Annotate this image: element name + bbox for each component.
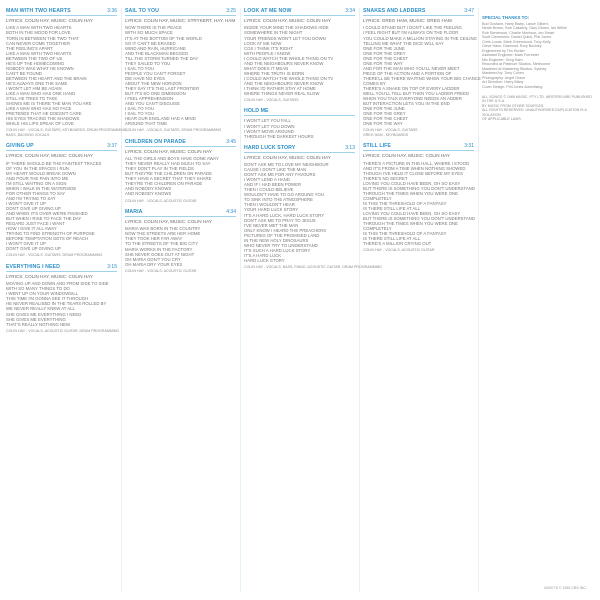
lyric-column (482, 8, 593, 592)
song-title: SAIL TO YOU (125, 8, 159, 14)
lyrics-body (363, 161, 474, 247)
thanks-line: Photography: Angel Grace (482, 75, 526, 80)
lyric-line: THAT'S REALLY NOTHING NEW (6, 321, 71, 327)
lyric-line: ONE FOR THE GREY (363, 111, 406, 117)
lyric-line: ONE FOR THE CHEST (363, 116, 409, 122)
lyrics-body (125, 25, 236, 126)
lyric-line: I WON'T GIVE IT UP (6, 241, 46, 247)
lyric-line: THEY SAY IT'S THE LAST FRONTIER (125, 85, 200, 91)
lyric-line: I COULD WATCH THE WHOLE THING ON TV (244, 75, 334, 81)
thanks-line: Neale Brown, Rob Casserly, Gary Dinam, Ian Wilkie (482, 26, 567, 30)
lyric-line: THROUGH THE TIMES WHEN YOU WERE ONE (363, 221, 459, 227)
lyric-line: WITH SO MANY THINGS TO DO (6, 286, 70, 292)
song-header (363, 8, 474, 16)
lyric-line: YOUR FRIENDS WON'T LET YOU DOWN (244, 35, 326, 41)
lyric-line: THEY TOOK HER FAR AWAY (125, 236, 183, 242)
lyric-line: THEY SAILED TO YOU (125, 60, 171, 66)
lyric-line: IT'S A HARD LUCK, HARD LUCK STORY (244, 212, 325, 218)
lyric-line: SHOWS ME IS THERE THE MAN YOU ARE (6, 101, 92, 107)
lyric-line: BUT THEY'RE THE CHILDREN ON PARADE (125, 171, 212, 177)
song-block (244, 8, 355, 102)
lyric-line: I WON'T LET HIM BE AGAIN (6, 85, 62, 91)
lyric-line: HE NEVER REALISED IN THE TEARS ROLLED BY (6, 301, 107, 307)
lyric-line: ONLY KNOW I HEARD THE PREACHERS (244, 227, 327, 233)
lyric-line: AND NOBODY KNOWS (125, 186, 172, 192)
lyric-line: ONE FOR THE JUNE (363, 106, 405, 112)
lyric-line: THERE'S A SNAKE ON TOP OF EVERY LADDER (363, 85, 460, 91)
lyric-line: I THINK I'D RATHER STAY AT HOME (244, 85, 316, 91)
lyric-line: AND YOU CAN'T DISGUISE (125, 101, 180, 107)
lyric-line: IS THERE STILL LIFE AT ALL (363, 205, 421, 211)
lyric-line: DON'T ASK ME FOR ANY FAVOURS (244, 172, 316, 178)
lyric-line: THEY DON'T PLAY IN THE FIELDS (125, 166, 194, 172)
song-block (6, 263, 120, 333)
column-rule (478, 8, 479, 592)
special-thanks (482, 16, 593, 89)
lyric-line: MOVING UP AND DOWN AND FROM SIDE TO SIDE (6, 281, 109, 287)
lyric-line: TO THE STREETS OF THE BIG CITY (125, 241, 199, 247)
song-credit: LYRICS: COLIN HAY, MUSIC: COLIN HAY (6, 273, 93, 279)
song-personnel (244, 98, 355, 102)
lyric-line: I COULD WATCH THE WHOLE THING ON TV (244, 55, 334, 61)
legal-line: ALL RIGHTS RESERVED. UNAUTHORISED DUPLICATION IS A VIOLATION (482, 108, 587, 117)
lyric-line: I WON'T LET YOU DOWN (244, 123, 295, 129)
thanks-line: Chris Lucas, Mark Greenwood, Tony Kelly (482, 39, 551, 44)
lyric-line: WHO NEVER TRY TO UNDERSTAND (244, 242, 318, 248)
thanks-line: Cover Design: Phil Jones Advertising (482, 84, 543, 89)
catalog-number: 4009776 © 1985 CBS INC. (543, 586, 587, 590)
lyric-line: AND POUR THE PAIN INTO ME (6, 175, 69, 181)
song-credit: LYRICS: COLIN HAY, MUSIC: STRYKERT, HAY, HAM (125, 18, 236, 23)
song-title: EVERYTHING I NEED (6, 263, 60, 270)
lyric-line: WITH SO MUCH SPACE (125, 30, 173, 36)
lyric-line: AND FOR THE MAN WHO YOU'LL NEVER MEET (363, 65, 460, 71)
lyric-line: IS THIS THE THRESHOLD OF A FANTASY (363, 231, 447, 237)
lyric-line: NOBODY WAS WHAT HE KNOWN (6, 65, 74, 71)
song-personnel (125, 128, 236, 132)
lyric-line: PICTURES OF THE PROMISED LAND (244, 232, 320, 238)
lyric-line: I'M STILL WAITING ON A SIGN (6, 180, 67, 186)
lyric-line: ONE FOR THE JUNE (363, 45, 405, 51)
song-title: LOOK AT ME NOW (244, 8, 292, 14)
lyric-line: I SAIL TO YOU (125, 111, 154, 117)
lyric-line: STILL HE TRIES TO TAKE (6, 96, 58, 102)
lyric-line: I SAIL TO YOU (125, 106, 154, 112)
thanks-line: Scott Clemmens, Daniel Quick, Phil Jones (482, 35, 552, 39)
song-header (244, 8, 355, 16)
lyric-line: I'VE NEVER MET THE MAN (244, 222, 299, 228)
personnel-line: GREG HAM - KEYBOARDS (363, 132, 409, 137)
legal-line: ALL SONGS © 1985 MUSIC, PTY LTD. WRITERS ARE PUBLISHED IN THE U.S.A. (482, 95, 593, 104)
song-credit: LYRICS: COLIN HAY, MUSIC: COLIN HAY (6, 153, 93, 159)
lyric-line: REGARD JUST FACE I WANT (6, 221, 65, 227)
lyric-line: WHAT DOES IT MEAN (244, 65, 289, 71)
lyric-line: YOUR HARD LUCK STORY (244, 207, 299, 213)
lyric-line: I WENT UP ON YOUR WINDOWSILL (6, 291, 79, 297)
lyric-line: MY HEART WOULD BREAK DOWN (6, 170, 76, 176)
song-duration: 3:13 (345, 144, 355, 151)
lyric-line: BUT IT'S SO ONE DIMENSION (125, 91, 186, 97)
lyric-line: LIKE A MAN WITH TWO HEARTS (6, 25, 72, 31)
lyric-line: I WON'T LEND A HAND (244, 177, 290, 183)
song-duration: 3:25 (226, 8, 236, 14)
lyric-line: I FEEL APPREHENSION (125, 96, 174, 102)
thanks-line: Mastered at Mastering Studios, Sydney (482, 66, 547, 71)
lyric-line: SOMEWHERE IN THE NIGHT (244, 30, 303, 36)
lyric-line: SO IT CAN'T BE ERASED (125, 40, 176, 46)
song-block (244, 108, 355, 138)
lyric-line: I FEEL RIGHT BUT I'M ALWAYS ON THE FLOOR (363, 30, 459, 36)
lyric-line: OH MARIA DRY YOUR EYES (125, 261, 183, 267)
lyrics-body (244, 162, 355, 263)
lyric-column (363, 8, 481, 592)
lyric-line: I WON'T GIVE IT UP (6, 200, 46, 206)
song-duration: 3:15 (107, 263, 117, 270)
lyric-line: IF THERE SHOULD BE THE FAINTEST TRACES (6, 160, 102, 166)
lyric-line: IT'S SUCH A HARD LUCK STORY (244, 247, 311, 253)
lyric-line: AND THE BLACKMAN BEGGED (125, 50, 189, 56)
lyrics-body (6, 161, 117, 252)
song-personnel (6, 328, 120, 333)
lyric-line: THROUGH THE TIMES WHEN YOU WERE ONE (363, 190, 459, 196)
thanks-line: Mix Engineer: Greg Ham (482, 57, 523, 62)
lyrics-body (6, 281, 117, 326)
lyric-line: COS I THINK IT'S RIGHT (244, 45, 293, 51)
lyrics-body (125, 226, 236, 266)
lyric-line: INSIDE YOUR MIND THE SHADOWS HIDE (244, 25, 329, 31)
song-personnel (363, 128, 474, 137)
lyric-line: DON'T ASK ME TO PRAY TO JESUS (244, 217, 316, 223)
lyric-line: THERE'S A PICTURE IN THE HALL, WHERE I STOOD (363, 160, 470, 166)
lyric-line: ONE FOR THE WAY (363, 121, 403, 127)
lyric-line: HE'S ALWAYS ONE THE SAME (6, 80, 68, 86)
lyric-line: WE NEVER REALLY KNEW AT ALL (6, 306, 75, 312)
lyric-line: TO SINK INTO THE ATMOSPHERE (244, 197, 313, 203)
lyric-line: THEY'RE THE CHILDREN ON PARADE (125, 181, 203, 187)
lyric-line: YOU COULD MAKE A MILLION STAYING IN THE CEILING (363, 35, 477, 41)
lyric-line: AND I'M TRYING TO SAY (6, 195, 56, 201)
lyric-line: PRETENDS THAT HE DOESN'T CARE (6, 111, 82, 117)
lyrics-body (244, 118, 355, 138)
lyric-line: THEN I COULD BELIEVE (244, 187, 294, 193)
column-rule (240, 8, 241, 592)
song-header (244, 145, 355, 153)
lyric-line: ONE FOR THE WAY (363, 60, 403, 66)
lyric-line: OH MARIA DON'T YOU CRY (125, 256, 181, 262)
lyric-line: WITH PEOPLE I KNOW (244, 50, 291, 56)
song-header (125, 8, 236, 16)
song-credit: LYRICS: COLIN HAY, MUSIC: COLIN HAY (363, 153, 450, 159)
lyric-column (125, 8, 236, 592)
lyric-line: NOW THE STREETS ARE HER HOME (125, 231, 201, 237)
song-title: HARD LUCK STORY (244, 144, 296, 151)
lyric-line: LIKE A MAN WITH TWO HEARTS (6, 50, 72, 56)
song-title: GIVING UP (6, 143, 34, 150)
lyric-line: WHERE THINGS NEVER REAL SLOW (244, 91, 320, 97)
lyric-line: TILL THE STORM TURNED THE DAY (125, 55, 199, 61)
lyric-line: I WON'T MOVE AROUND (244, 128, 294, 134)
lyric-line: FOR OTHER THINGS TO SAY (6, 190, 66, 196)
lyric-line: BETWEEN THE TWO OF US (6, 55, 63, 61)
lyric-line: THE FEELING'S APART (6, 45, 53, 51)
lyrics-body (244, 25, 355, 96)
lyric-line: THEY HAVE A SECRET THAT THEY SHARE (125, 176, 212, 182)
lyric-line: THEY NEVER REALLY HAD MUCH TO SAY (125, 161, 211, 167)
lyric-line: BOTH IN THE MOOD FOR LOVE (6, 30, 71, 36)
lyric-line: AROUND THAT TIME (125, 121, 167, 127)
legal-line: BY MUSIC FROM OTHER SOURCES. (482, 103, 545, 108)
song-credit: LYRICS: COLIN HAY, MUSIC: COLIN HAY (125, 148, 212, 154)
song-personnel (125, 199, 236, 203)
lyric-line: WELL YOU'LL TELL BUT THEN YOU LADDER FREED (363, 91, 469, 97)
song-personnel (125, 269, 236, 273)
song-credit: LYRICS: COLIN HAY, MUSIC: COLIN HAY (244, 154, 331, 160)
song-block (363, 8, 481, 137)
lyric-line: LOVING YOU COULD HAVE BEEN, OH SO EASY (363, 211, 461, 217)
lyric-line: LIKE A MAN WHO HAS NO FACE (6, 106, 72, 112)
lyric-line: NOW THERE IS THE PEACE (125, 25, 182, 31)
song-header (363, 143, 474, 151)
lyric-line: I SAIL TO YOU (125, 65, 154, 71)
song-duration: 3:34 (345, 8, 355, 14)
lyric-line: HE'S UP THE HOMECOMING (6, 60, 65, 66)
lyric-line: DON'T GIVE UP GIVING UP (6, 205, 61, 211)
lyric-line: THROUGH THE DARKEST HOURS (244, 133, 314, 139)
lyric-line: ABOUT THE NEW HORIZON (125, 80, 182, 86)
lyric-line: AND THE NEIGHBOURS NEVER KNOW (244, 80, 324, 86)
song-personnel (363, 248, 474, 252)
lyric-line: WIND AND RAIN, HURRICANE (125, 45, 186, 51)
lyric-line: WHERE THE TRUTH IS BORN (244, 70, 305, 76)
song-header (6, 8, 117, 16)
song-duration: 4:34 (226, 208, 236, 215)
song-block (125, 8, 236, 133)
song-duration: 3:45 (226, 138, 236, 145)
lyric-line: WHEN YOU TALK EVERYONE NEEDS AN ADDER (363, 96, 463, 102)
lyric-line: COMPLETELY (363, 226, 392, 232)
personnel-line: COLIN HAY - VOCALS, GUITARS, DRUM PROGRAMMING (6, 253, 103, 258)
lyric-line: IS THERE STILL LIFE AT ALL (363, 236, 421, 242)
lyric-line: ONE FOR THE GREY (363, 50, 406, 56)
lyric-line: PIECE OF THE ACTION AND A PORTION OF (363, 70, 452, 76)
song-header (6, 264, 117, 272)
personnel-line: COLIN HAY - VOCALS, GUITARS (363, 128, 418, 133)
lyric-line: HOW I GIVE IT ALL AWAY (6, 226, 57, 232)
lyric-line: ALL THE GIRLS AND BOYS HAVE GONE AWAY (125, 156, 219, 162)
thanks-line: Assistant Engineer: Mark Forrester (482, 53, 539, 57)
lyric-line: LOOK AT ME NOW (244, 40, 282, 46)
legal-notice (482, 95, 593, 121)
song-header (125, 139, 236, 147)
lyric-line: AND IF I HAD BEEN POWER (244, 182, 302, 188)
thanks-line: Engineered by Tim Hunter (482, 48, 525, 53)
lyric-sheet (6, 8, 594, 592)
legal-line: OF APPLICABLE LAWS. (482, 117, 522, 122)
lyric-line: BUT WHEN I RISE TO FACE THE DAY (6, 216, 82, 222)
lyric-line: TORN IN BETWEEN THE TWO THAT (6, 35, 79, 41)
personnel-line: COLIN HAY - VOCALS, ACOUSTIC GUITAR (125, 198, 197, 203)
lyric-line: BETWEEN THE HEART AND THE BRAIN (6, 75, 87, 81)
thanks-line: Bud Graham, Harry Bisby, Lance Gilbert, (482, 21, 549, 26)
personnel-line: COLIN HAY - VOCALS, GUITARS, KEYBOARDS, DRUM PROGRAMMING, (6, 128, 128, 133)
lyric-line: SHE GIVES ME EVERYTHING I NEED (6, 311, 82, 317)
lyric-line: AND NOBODY KNOWS (125, 191, 172, 197)
song-duration: 3:37 (107, 143, 117, 150)
column-rule (121, 8, 122, 592)
song-credit: LYRICS: COLIN HAY, MUSIC: COLIN HAY (244, 18, 331, 23)
lyric-line: CAN NEVER COME TOGETHER (6, 40, 71, 46)
lyric-line: BUT THERE IS SOMETHING YOU DON'T UNDERSTAND (363, 216, 475, 222)
lyric-line: COMES BY (363, 80, 386, 86)
column-rule (359, 8, 360, 592)
song-header (6, 143, 117, 151)
thanks-line: Art Direction: Harry Bisby (482, 80, 524, 84)
lyric-line: DIE HAVE NO EYES (125, 75, 166, 81)
lyric-column (6, 8, 128, 592)
lyric-line: AND WHEN IT'S OVER WE'RE FINISHED (6, 211, 88, 217)
lyric-line: IN THE NEW HOLY DINOSAURS (244, 237, 309, 243)
lyric-line: HIS EYES TRACING THE SHADOWS (6, 116, 80, 122)
song-title: HOLD ME (244, 108, 269, 115)
lyric-line: TRYING TO FIND STRENGTH OF PURPOSE (6, 231, 95, 237)
lyric-line: PEOPLE YOU CAN'T FORGET (125, 70, 186, 76)
lyric-line: THOUGH I'VE HELD IT CLOSE BEFORE MY EYES (363, 170, 463, 176)
song-header (244, 108, 355, 116)
lyric-line: BEFORE TEMPTATION GETS OF REACH (6, 236, 89, 242)
lyrics-body (363, 25, 481, 127)
lyric-line: BUT THERE IS SOMETHING YOU DON'T UNDERSTAND (363, 185, 475, 191)
lyric-line: AND THE NEIGHBOURS NEVER KNOW (244, 60, 324, 66)
lyric-line: HARD LUCK STORY (244, 257, 285, 263)
lyrics-body (6, 25, 117, 126)
lyric-line: I COULD STAND BUT I DON'T LIKE THE FEELING (363, 25, 462, 31)
song-credit: LYRICS: COLIN HAY, MUSIC: COLIN HAY (125, 218, 212, 224)
song-block (125, 139, 236, 203)
lyric-line: THERE'S A MILLION CRYING OUT (363, 241, 432, 247)
lyric-line: CAUSE I DON'T LIKE THE MAN (244, 167, 307, 173)
personnel-line: COLIN HAY - VOCALS, ACOUSTIC GUITAR, DRUM PROGRAMMING (6, 328, 120, 333)
lyric-line: MARIA WAS BORN IN THE COUNTRY (125, 226, 201, 232)
song-duration: 3:31 (464, 143, 474, 150)
song-personnel (6, 253, 117, 257)
lyric-line: MARIA WORKS IN THE FACTORY (125, 246, 193, 252)
thanks-line: Cleve Hans, Diamond, Rory Buckley (482, 44, 542, 48)
song-title: STILL LIFE (363, 143, 391, 150)
thanks-line: Mastered by: Tony Cohen (482, 71, 524, 75)
lyric-line: COMPLETELY (363, 195, 392, 201)
song-duration: 3:36 (107, 8, 117, 14)
lyric-line: BUT INTERACTION LETS YOU IN THE END (363, 101, 450, 107)
thanks-line: Rob Stevenson, Charlie Morrison, Ian Smart (482, 30, 555, 35)
song-block (6, 8, 128, 137)
song-title: MAN WITH TWO HEARTS (6, 8, 71, 14)
lyric-line: I WON'T LET YOU FALL (244, 118, 291, 124)
thanks-line: Recorded at Platinum Studios, Melbourne (482, 62, 551, 66)
lyric-line: SHE NEVER GOES OUT AT NIGHT (125, 251, 195, 257)
personnel-line: BASS, BACKING VOCALS (6, 132, 50, 137)
lyric-line: ONE FOR THE CHEST (363, 55, 409, 61)
lyric-line: IS THIS THE THRESHOLD OF A FANTASY (363, 200, 447, 206)
lyric-line: DON'T ASK ME TO LOVE MY NEIGHBOUR (244, 162, 329, 168)
lyric-line: THEN I WOULDN'T HEAR (244, 202, 295, 208)
song-credit: LYRICS: GREG HAM, MUSIC: GREG HAM (363, 18, 452, 23)
song-block (6, 143, 117, 258)
personnel-line: COLIN HAY - VOCALS, BASS, PIANO, ACOUSTIC GUITAR, DRUM PROGRAMMING (244, 265, 382, 269)
lyric-line: TELLING ME WHAT THE DICE WILL SAY (363, 40, 444, 46)
song-title: CHILDREN ON PARADE (125, 138, 186, 145)
song-personnel (6, 128, 128, 137)
song-title: MARIA (125, 208, 143, 215)
lyrics-body (125, 156, 236, 196)
lyric-line: OF YOU IN THE SPACES I RUN (6, 165, 69, 171)
lyric-line: THERE'S NO SECRET (363, 175, 408, 181)
song-header (125, 209, 236, 217)
lyric-line: IT'S A HARD LUCK (244, 252, 282, 258)
lyric-line: IT'S AT THE BOTTOM OF THE WORLD (125, 35, 202, 41)
special-thanks-heading: SPECIAL THANKS TO: (482, 15, 530, 20)
song-duration: 3:47 (464, 8, 474, 14)
song-personnel (244, 265, 382, 269)
lyric-line: WHILE HIS LIPS SPEAK OF LOVE (6, 121, 74, 127)
personnel-line: COLIN HAY - VOCALS, GUITARS (244, 98, 299, 103)
personnel-line: COLIN HAY - VOCALS, GUITARS, DRUM PROGRAMMING (125, 128, 222, 133)
lyric-line: CAN'T BE FOUND (6, 70, 42, 76)
lyric-line: AND IT'S FROM A TIME WHEN NOTHING SHOWED (363, 165, 466, 171)
song-credit: LYRICS: COLIN HAY, MUSIC: COLIN HAY (6, 18, 93, 23)
lyric-line: LIKE A MAN WHO HAS ONE HAND (6, 91, 76, 97)
song-title: SNAKES AND LADDERS (363, 8, 426, 14)
lyric-line: THERE'LL BE THERE WAITING WHEN YOUR BIG CHANCE (363, 75, 481, 81)
personnel-line: COLIN HAY - VOCALS, ACOUSTIC GUITAR (125, 268, 197, 273)
lyric-line: THIS TIME I'M GONNA SEE IT THROUGH (6, 296, 89, 302)
lyric-line: LOVING YOU COULD HAVE BEEN, OH SO EASY (363, 180, 461, 186)
lyric-line: DON'T GIVE UP GIVING UP (6, 246, 61, 252)
lyric-line: WHEN I WALK IN THE WATERSIDE (6, 185, 77, 191)
song-block (125, 209, 236, 273)
lyric-line: WOULDN'T HAVE TO GO AROUND YOU (244, 192, 324, 198)
personnel-line: COLIN HAY - VOCALS, ACOUSTIC GUITAR (363, 248, 435, 253)
lyric-line: HEAR OUR ENGLAND HAD A MIND (125, 116, 196, 122)
song-block (363, 143, 474, 253)
lyric-line: SHE GIVES ME EVERYTHING (6, 316, 66, 322)
